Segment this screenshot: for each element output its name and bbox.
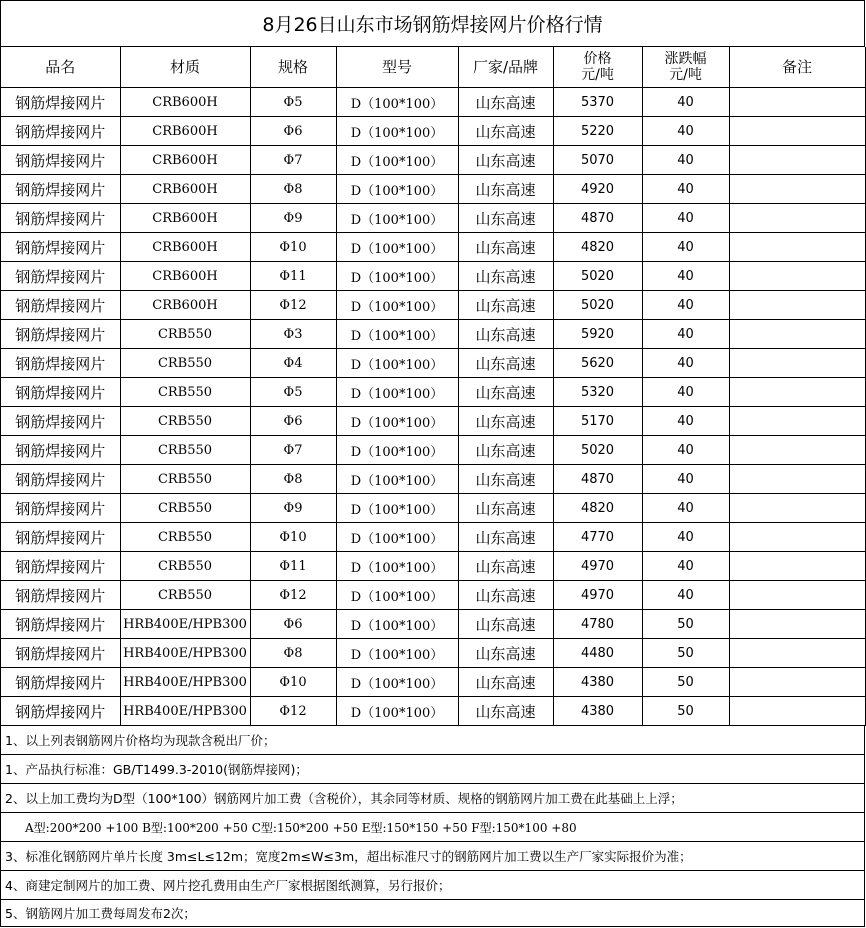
cell-note bbox=[729, 233, 865, 262]
table-row bbox=[1, 146, 865, 175]
cell-name: 钢筋焊接网片 bbox=[1, 581, 120, 610]
cell-brand: 山东高速 bbox=[458, 204, 553, 233]
cell-name: 钢筋焊接网片 bbox=[1, 349, 120, 378]
cell-brand: 山东高速 bbox=[458, 233, 553, 262]
cell-spec: Φ9 bbox=[250, 494, 336, 523]
cell-note bbox=[729, 117, 865, 146]
cell-note bbox=[729, 552, 865, 581]
cell-spec: Φ10 bbox=[250, 668, 336, 697]
cell-change: 40 bbox=[642, 581, 729, 610]
cell-note bbox=[729, 262, 865, 291]
cell-name: 钢筋焊接网片 bbox=[1, 407, 120, 436]
cell-change: 50 bbox=[642, 697, 729, 726]
cell-note bbox=[729, 378, 865, 407]
cell-model: D（100*100） bbox=[336, 639, 458, 668]
cell-price: 5020 bbox=[553, 436, 642, 465]
cell-brand: 山东高速 bbox=[458, 407, 553, 436]
cell-change: 40 bbox=[642, 494, 729, 523]
cell-note bbox=[729, 494, 865, 523]
cell-model: D（100*100） bbox=[336, 204, 458, 233]
cell-spec: Φ8 bbox=[250, 175, 336, 204]
table-row bbox=[1, 117, 865, 146]
cell-note bbox=[729, 204, 865, 233]
cell-change: 40 bbox=[642, 291, 729, 320]
cell-brand: 山东高速 bbox=[458, 349, 553, 378]
notes-section bbox=[1, 726, 865, 927]
cell-material: CRB600H bbox=[120, 204, 250, 233]
cell-model: D（100*100） bbox=[336, 668, 458, 697]
cell-brand: 山东高速 bbox=[458, 262, 553, 291]
table-header-row bbox=[1, 47, 865, 88]
cell-name: 钢筋焊接网片 bbox=[1, 146, 120, 175]
cell-brand: 山东高速 bbox=[458, 581, 553, 610]
cell-spec: Φ3 bbox=[250, 320, 336, 349]
table-row bbox=[1, 552, 865, 581]
cell-model: D（100*100） bbox=[336, 494, 458, 523]
cell-model: D（100*100） bbox=[336, 349, 458, 378]
cell-spec: Φ5 bbox=[250, 88, 336, 117]
cell-material: CRB550 bbox=[120, 552, 250, 581]
cell-material: CRB600H bbox=[120, 146, 250, 175]
cell-note bbox=[729, 697, 865, 726]
cell-name: 钢筋焊接网片 bbox=[1, 552, 120, 581]
cell-material: CRB600H bbox=[120, 291, 250, 320]
table-row bbox=[1, 668, 865, 697]
cell-change: 50 bbox=[642, 610, 729, 639]
cell-model: D（100*100） bbox=[336, 88, 458, 117]
cell-change: 40 bbox=[642, 175, 729, 204]
table-row bbox=[1, 697, 865, 726]
cell-material: HRB400E/HPB300 bbox=[120, 697, 250, 726]
table-row bbox=[1, 378, 865, 407]
cell-spec: Φ10 bbox=[250, 233, 336, 262]
table-row bbox=[1, 610, 865, 639]
cell-spec: Φ11 bbox=[250, 262, 336, 291]
table-row bbox=[1, 204, 865, 233]
cell-price: 5370 bbox=[553, 88, 642, 117]
cell-name: 钢筋焊接网片 bbox=[1, 610, 120, 639]
cell-spec: Φ8 bbox=[250, 465, 336, 494]
header-note: 备注 bbox=[729, 47, 865, 88]
cell-change: 40 bbox=[642, 349, 729, 378]
cell-spec: Φ8 bbox=[250, 639, 336, 668]
cell-model: D（100*100） bbox=[336, 233, 458, 262]
cell-material: CRB550 bbox=[120, 465, 250, 494]
cell-material: CRB550 bbox=[120, 349, 250, 378]
cell-model: D（100*100） bbox=[336, 465, 458, 494]
cell-spec: Φ6 bbox=[250, 117, 336, 146]
cell-price: 4970 bbox=[553, 552, 642, 581]
table-row bbox=[1, 262, 865, 291]
cell-material: CRB600H bbox=[120, 262, 250, 291]
cell-brand: 山东高速 bbox=[458, 697, 553, 726]
cell-price: 4380 bbox=[553, 697, 642, 726]
cell-price: 5170 bbox=[553, 407, 642, 436]
cell-model: D（100*100） bbox=[336, 552, 458, 581]
cell-spec: Φ12 bbox=[250, 697, 336, 726]
cell-material: CRB600H bbox=[120, 117, 250, 146]
cell-change: 50 bbox=[642, 668, 729, 697]
cell-brand: 山东高速 bbox=[458, 465, 553, 494]
table-row bbox=[1, 233, 865, 262]
cell-model: D（100*100） bbox=[336, 523, 458, 552]
cell-spec: Φ9 bbox=[250, 204, 336, 233]
cell-note bbox=[729, 349, 865, 378]
cell-model: D（100*100） bbox=[336, 436, 458, 465]
cell-model: D（100*100） bbox=[336, 378, 458, 407]
table-row bbox=[1, 436, 865, 465]
cell-spec: Φ12 bbox=[250, 291, 336, 320]
table-row bbox=[1, 175, 865, 204]
cell-note bbox=[729, 465, 865, 494]
cell-spec: Φ5 bbox=[250, 378, 336, 407]
cell-price: 4870 bbox=[553, 465, 642, 494]
cell-price: 5020 bbox=[553, 291, 642, 320]
cell-change: 40 bbox=[642, 117, 729, 146]
cell-name: 钢筋焊接网片 bbox=[1, 436, 120, 465]
cell-brand: 山东高速 bbox=[458, 494, 553, 523]
cell-brand: 山东高速 bbox=[458, 610, 553, 639]
table-row bbox=[1, 88, 865, 117]
cell-change: 40 bbox=[642, 407, 729, 436]
cell-name: 钢筋焊接网片 bbox=[1, 465, 120, 494]
cell-brand: 山东高速 bbox=[458, 320, 553, 349]
cell-material: CRB600H bbox=[120, 233, 250, 262]
cell-change: 40 bbox=[642, 465, 729, 494]
cell-spec: Φ4 bbox=[250, 349, 336, 378]
cell-material: CRB550 bbox=[120, 320, 250, 349]
cell-change: 40 bbox=[642, 320, 729, 349]
header-price: 价格 元/吨 bbox=[553, 47, 642, 88]
cell-material: CRB550 bbox=[120, 581, 250, 610]
table-row bbox=[1, 494, 865, 523]
note-line: 1、以上列表钢筋网片价格均为现款含税出厂价； bbox=[1, 726, 865, 755]
cell-name: 钢筋焊接网片 bbox=[1, 320, 120, 349]
cell-change: 40 bbox=[642, 146, 729, 175]
cell-name: 钢筋焊接网片 bbox=[1, 117, 120, 146]
header-material: 材质 bbox=[120, 47, 250, 88]
cell-material: CRB550 bbox=[120, 494, 250, 523]
table-row bbox=[1, 349, 865, 378]
cell-price: 5620 bbox=[553, 349, 642, 378]
note-line: A型:200*200 +100 B型:100*200 +50 C型:150*200 +50 E型:150*150 +50 F型:150*100 +80 bbox=[1, 813, 865, 842]
cell-change: 50 bbox=[642, 639, 729, 668]
table-row bbox=[1, 523, 865, 552]
cell-brand: 山东高速 bbox=[458, 436, 553, 465]
table-row bbox=[1, 639, 865, 668]
cell-name: 钢筋焊接网片 bbox=[1, 697, 120, 726]
table-row bbox=[1, 581, 865, 610]
cell-material: CRB550 bbox=[120, 436, 250, 465]
cell-name: 钢筋焊接网片 bbox=[1, 378, 120, 407]
cell-brand: 山东高速 bbox=[458, 639, 553, 668]
table-body bbox=[1, 88, 865, 726]
header-name: 品名 bbox=[1, 47, 120, 88]
cell-change: 40 bbox=[642, 552, 729, 581]
cell-material: HRB400E/HPB300 bbox=[120, 610, 250, 639]
table-row bbox=[1, 407, 865, 436]
cell-spec: Φ7 bbox=[250, 436, 336, 465]
cell-spec: Φ10 bbox=[250, 523, 336, 552]
cell-name: 钢筋焊接网片 bbox=[1, 668, 120, 697]
cell-name: 钢筋焊接网片 bbox=[1, 175, 120, 204]
cell-model: D（100*100） bbox=[336, 291, 458, 320]
cell-price: 4480 bbox=[553, 639, 642, 668]
cell-note bbox=[729, 668, 865, 697]
cell-spec: Φ6 bbox=[250, 407, 336, 436]
cell-note bbox=[729, 610, 865, 639]
cell-brand: 山东高速 bbox=[458, 378, 553, 407]
cell-model: D（100*100） bbox=[336, 581, 458, 610]
cell-model: D（100*100） bbox=[336, 407, 458, 436]
cell-name: 钢筋焊接网片 bbox=[1, 262, 120, 291]
header-spec: 规格 bbox=[250, 47, 336, 88]
cell-change: 40 bbox=[642, 523, 729, 552]
cell-material: CRB600H bbox=[120, 175, 250, 204]
note-line: 2、以上加工费均为D型（100*100）钢筋网片加工费（含税价），其余同等材质、规格的钢筋网片加工费在此基础上上浮； bbox=[1, 784, 865, 813]
note-line: 5、钢筋网片加工费每周发布2次； bbox=[1, 900, 865, 927]
cell-model: D（100*100） bbox=[336, 320, 458, 349]
cell-brand: 山东高速 bbox=[458, 523, 553, 552]
cell-price: 4820 bbox=[553, 494, 642, 523]
note-line: 4、商建定制网片的加工费、网片挖孔费用由生产厂家根据图纸测算，另行报价； bbox=[1, 871, 865, 900]
cell-brand: 山东高速 bbox=[458, 175, 553, 204]
cell-model: D（100*100） bbox=[336, 697, 458, 726]
cell-note bbox=[729, 407, 865, 436]
cell-note bbox=[729, 320, 865, 349]
cell-price: 4920 bbox=[553, 175, 642, 204]
cell-price: 4820 bbox=[553, 233, 642, 262]
cell-price: 4970 bbox=[553, 581, 642, 610]
cell-name: 钢筋焊接网片 bbox=[1, 88, 120, 117]
cell-name: 钢筋焊接网片 bbox=[1, 233, 120, 262]
cell-change: 40 bbox=[642, 204, 729, 233]
cell-note bbox=[729, 523, 865, 552]
header-model: 型号 bbox=[336, 47, 458, 88]
cell-change: 40 bbox=[642, 378, 729, 407]
cell-price: 5220 bbox=[553, 117, 642, 146]
cell-brand: 山东高速 bbox=[458, 146, 553, 175]
note-line: 3、标准化钢筋网片单片长度 3m≤L≤12m；宽度2m≤W≤3m，超出标准尺寸的钢筋网片加工费以生产厂家实际报价为准； bbox=[1, 842, 865, 871]
cell-price: 5020 bbox=[553, 262, 642, 291]
cell-material: CRB550 bbox=[120, 407, 250, 436]
cell-note bbox=[729, 436, 865, 465]
header-brand: 厂家/品牌 bbox=[458, 47, 553, 88]
cell-spec: Φ12 bbox=[250, 581, 336, 610]
price-table bbox=[1, 47, 866, 726]
cell-material: CRB550 bbox=[120, 523, 250, 552]
cell-note bbox=[729, 291, 865, 320]
cell-name: 钢筋焊接网片 bbox=[1, 204, 120, 233]
cell-change: 40 bbox=[642, 436, 729, 465]
cell-material: CRB600H bbox=[120, 88, 250, 117]
cell-price: 4770 bbox=[553, 523, 642, 552]
cell-note bbox=[729, 146, 865, 175]
cell-change: 40 bbox=[642, 88, 729, 117]
cell-name: 钢筋焊接网片 bbox=[1, 523, 120, 552]
cell-spec: Φ7 bbox=[250, 146, 336, 175]
cell-brand: 山东高速 bbox=[458, 88, 553, 117]
cell-price: 4780 bbox=[553, 610, 642, 639]
cell-note bbox=[729, 88, 865, 117]
cell-spec: Φ6 bbox=[250, 610, 336, 639]
cell-brand: 山东高速 bbox=[458, 291, 553, 320]
cell-material: HRB400E/HPB300 bbox=[120, 668, 250, 697]
cell-change: 40 bbox=[642, 262, 729, 291]
cell-price: 4380 bbox=[553, 668, 642, 697]
cell-name: 钢筋焊接网片 bbox=[1, 494, 120, 523]
cell-model: D（100*100） bbox=[336, 262, 458, 291]
cell-price: 5920 bbox=[553, 320, 642, 349]
cell-spec: Φ11 bbox=[250, 552, 336, 581]
cell-price: 5320 bbox=[553, 378, 642, 407]
cell-price: 4870 bbox=[553, 204, 642, 233]
cell-model: D（100*100） bbox=[336, 146, 458, 175]
note-line: 1、产品执行标准：GB/T1499.3-2010(钢筋焊接网)； bbox=[1, 755, 865, 784]
cell-note bbox=[729, 175, 865, 204]
table-row bbox=[1, 465, 865, 494]
cell-price: 5070 bbox=[553, 146, 642, 175]
cell-brand: 山东高速 bbox=[458, 668, 553, 697]
cell-material: HRB400E/HPB300 bbox=[120, 639, 250, 668]
cell-model: D（100*100） bbox=[336, 117, 458, 146]
cell-name: 钢筋焊接网片 bbox=[1, 291, 120, 320]
cell-note bbox=[729, 581, 865, 610]
cell-material: CRB550 bbox=[120, 378, 250, 407]
cell-change: 40 bbox=[642, 233, 729, 262]
cell-name: 钢筋焊接网片 bbox=[1, 639, 120, 668]
cell-model: D（100*100） bbox=[336, 610, 458, 639]
cell-model: D（100*100） bbox=[336, 175, 458, 204]
cell-brand: 山东高速 bbox=[458, 552, 553, 581]
table-row bbox=[1, 291, 865, 320]
cell-note bbox=[729, 639, 865, 668]
cell-brand: 山东高速 bbox=[458, 117, 553, 146]
sheet-title: 8月26日山东市场钢筋焊接网片价格行情 bbox=[1, 1, 865, 47]
header-change: 涨跌幅 元/吨 bbox=[642, 47, 729, 88]
table-row bbox=[1, 320, 865, 349]
